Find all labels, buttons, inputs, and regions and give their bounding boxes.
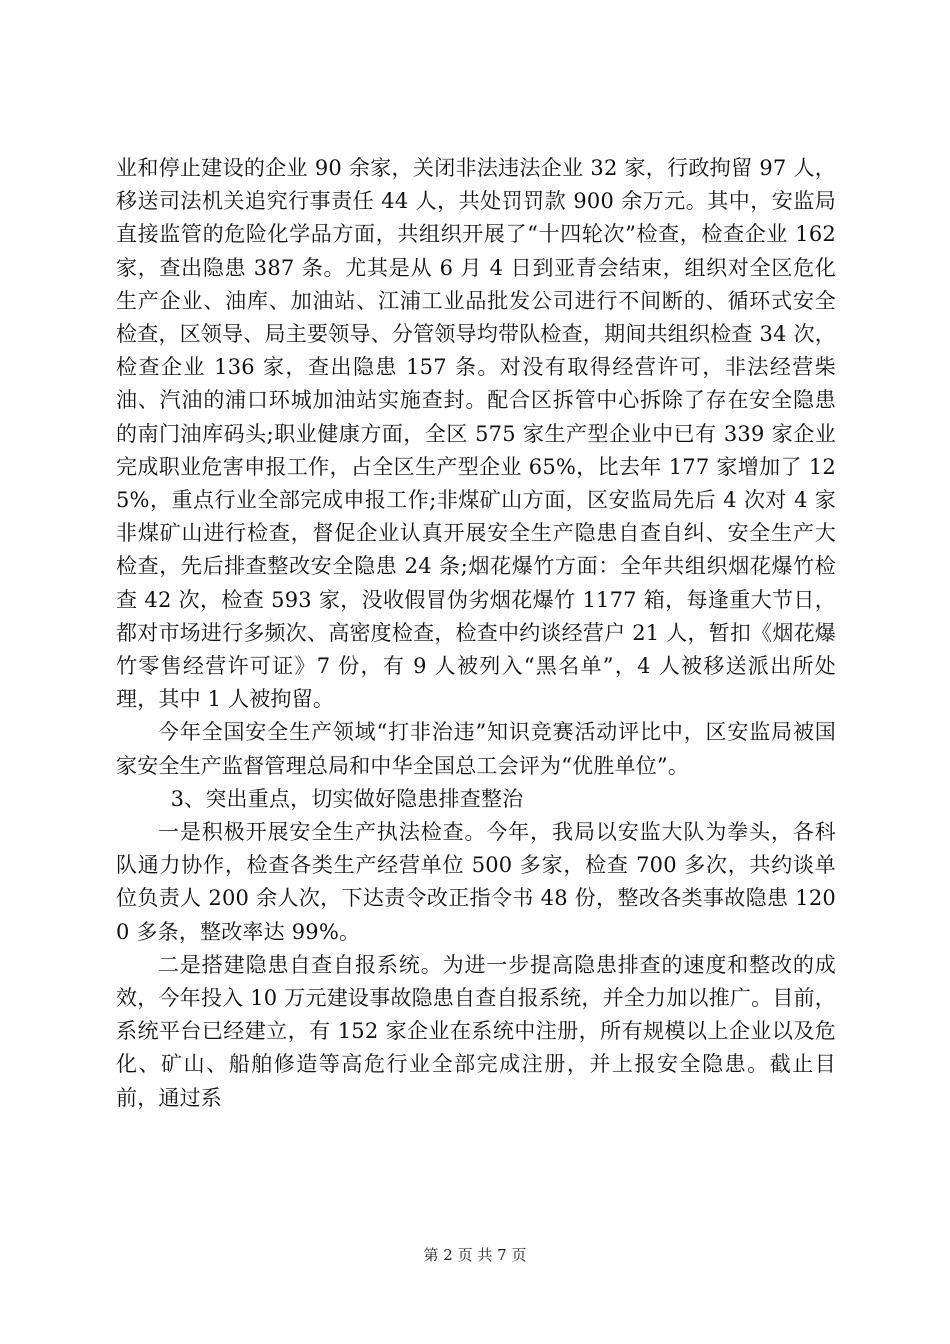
page-number-footer: 第 2 页 共 7 页 — [423, 1246, 527, 1264]
paragraph-hazard-reporting-system: 二是搭建隐患自查自报系统。为进一步提高隐患排查的速度和整改的成效，今年投入 10 万元建设事故隐患自查自报系统，并全力加以推广。目前，系统平台已经建立，有 152 家企业在系统中注册，所有规模以上企业以及危化、矿山、船舶修造等高危行业全部完成注册，并上报安全隐患。截止目前，通过系 — [116, 952, 836, 1110]
paragraph-enforcement-summary: 业和停止建设的企业 90 余家，关闭非法违法企业 32 家，行政拘留 97 人，移送司法机关追究行事责任 44 人，共处罚罚款 900 余万元。其中，安监局直接监管的危险化学品方面，共组织开展了“十四轮次”检查，检查企业 162 家，查出隐患 387 条。尤其是从 6 月 4 日到亚青会结束，组织对全区危化生产企业、油库、加油站、江浦工业品批发公司进行不间断的、循环式安全检查，区领导、局主要领导、分管领导均带队检查，期间共组织检查 34 次，检查企业 136 家，查出隐患 157 条。对没有取得经营许可，非法经营柴油、汽油的浦口环城加油站实施查封。配合区拆管中心拆除了存在安全隐患的南门油库码头;职业健康方面，全区 575 家生产型企业中已有 339 家企业完成职业危害申报工作，占全区生产型企业 65%，比去年 177 家增加了 125%，重点行业全部完成申报工作;非煤矿山方面，区安监局先后 4 次对 4 家非煤矿山进行检查，督促企业认真开展安全生产隐患自查自纠、安全生产大检查，先后排查整改安全隐患 24 条;烟花爆竹方面：全年共组织烟花爆竹检查 42 次，检查 593 家，没收假冒伪劣烟花爆竹 1177 箱，每逢重大节日，都对市场进行多频次、高密度检查，检查中约谈经营户 21 人，暂扣《烟花爆竹零售经营许可证》7 份，有 9 人被列入“黑名单”，4 人被移送派出所处理，其中 1 人被拘留。 — [116, 156, 836, 712]
paragraph-law-enforcement-inspection: 一是积极开展安全生产执法检查。今年，我局以安监大队为拳头，各科队通力协作，检查各类生产经营单位 500 多家，检查 700 多次，共约谈单位负责人 200 余人次，下达责令改正指令书 48 份，整改各类事故隐患 1200 多条，整改率达 99%。 — [116, 820, 836, 944]
section-heading: 3、突出重点，切实做好隐患排查整治 — [170, 786, 524, 811]
paragraph-award: 今年全国安全生产领域“打非治违”知识竞赛活动评比中，区安监局被国家安全生产监督管理总局和中华全国总工会评为“优胜单位”。 — [116, 720, 836, 778]
document-body — [116, 152, 836, 1115]
